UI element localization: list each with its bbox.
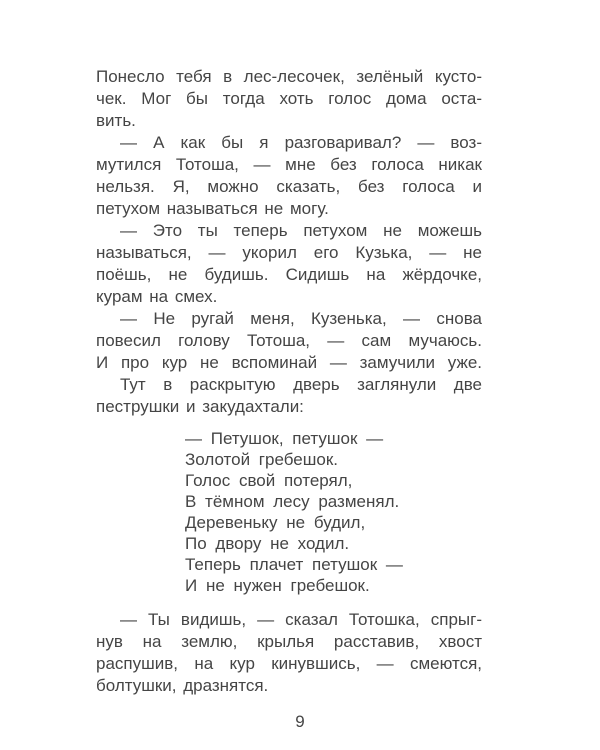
verse-line: — Петушок, петушок — [185, 429, 384, 448]
text-line: петухом называться не могу. [96, 199, 329, 218]
text-line: — Не ругай меня, Кузенька, — снова [120, 309, 482, 328]
text-line: И про кур не вспоминай — замучили уже. [96, 353, 482, 372]
text-line: нув на землю, крылья расставив, хвост [96, 632, 482, 651]
text-line: курам на смех. [96, 287, 218, 306]
verse-line: Деревеньку не будил, [185, 513, 366, 532]
text-line: болтушки, дразнятся. [96, 676, 269, 695]
text-line: распушив, на кур кинувшись, — смеются, [96, 654, 482, 673]
text-line: поёшь, не будишь. Сидишь на жёрдочке, [96, 265, 482, 284]
verse-line: В тёмном лесу разменял. [185, 492, 400, 511]
text-line: мутился Тотоша, — мне без голоса никак [96, 155, 482, 174]
page-number: 9 [295, 712, 305, 731]
text-line: нельзя. Я, можно сказать, без голоса и [96, 177, 482, 196]
prose-block-1 [96, 66, 482, 418]
text-line: Понесло тебя в лес-лесочек, зелёный кусто- [96, 67, 482, 86]
text-line: — А как бы я разговаривал? — воз- [120, 133, 482, 152]
text-line: чек. Мог бы тогда хоть голос дома оста- [96, 89, 482, 108]
text-line: называться, — укорил его Кузька, — не [96, 243, 482, 262]
verse-line: Теперь плачет петушок — [185, 555, 403, 574]
verse-line: По двору не ходил. [185, 534, 350, 553]
verse-line: Голос свой потерял, [185, 471, 353, 490]
text-line: Тут в раскрытую дверь заглянули две [120, 375, 482, 394]
verse-line: Золотой гребешок. [185, 450, 338, 469]
prose-block-2 [96, 609, 482, 697]
text-line: — Ты видишь, — сказал Тотошка, спрыг- [120, 610, 482, 629]
text-line: вить. [96, 111, 136, 130]
verse-line: И не нужен гребешок. [185, 576, 370, 595]
verse-block [185, 428, 403, 596]
text-line: — Это ты теперь петухом не можешь [120, 221, 482, 240]
text-line: повесил голову Тотоша, — сам мучаюсь. [96, 331, 482, 350]
text-line: пеструшки и закудахтали: [96, 397, 304, 416]
